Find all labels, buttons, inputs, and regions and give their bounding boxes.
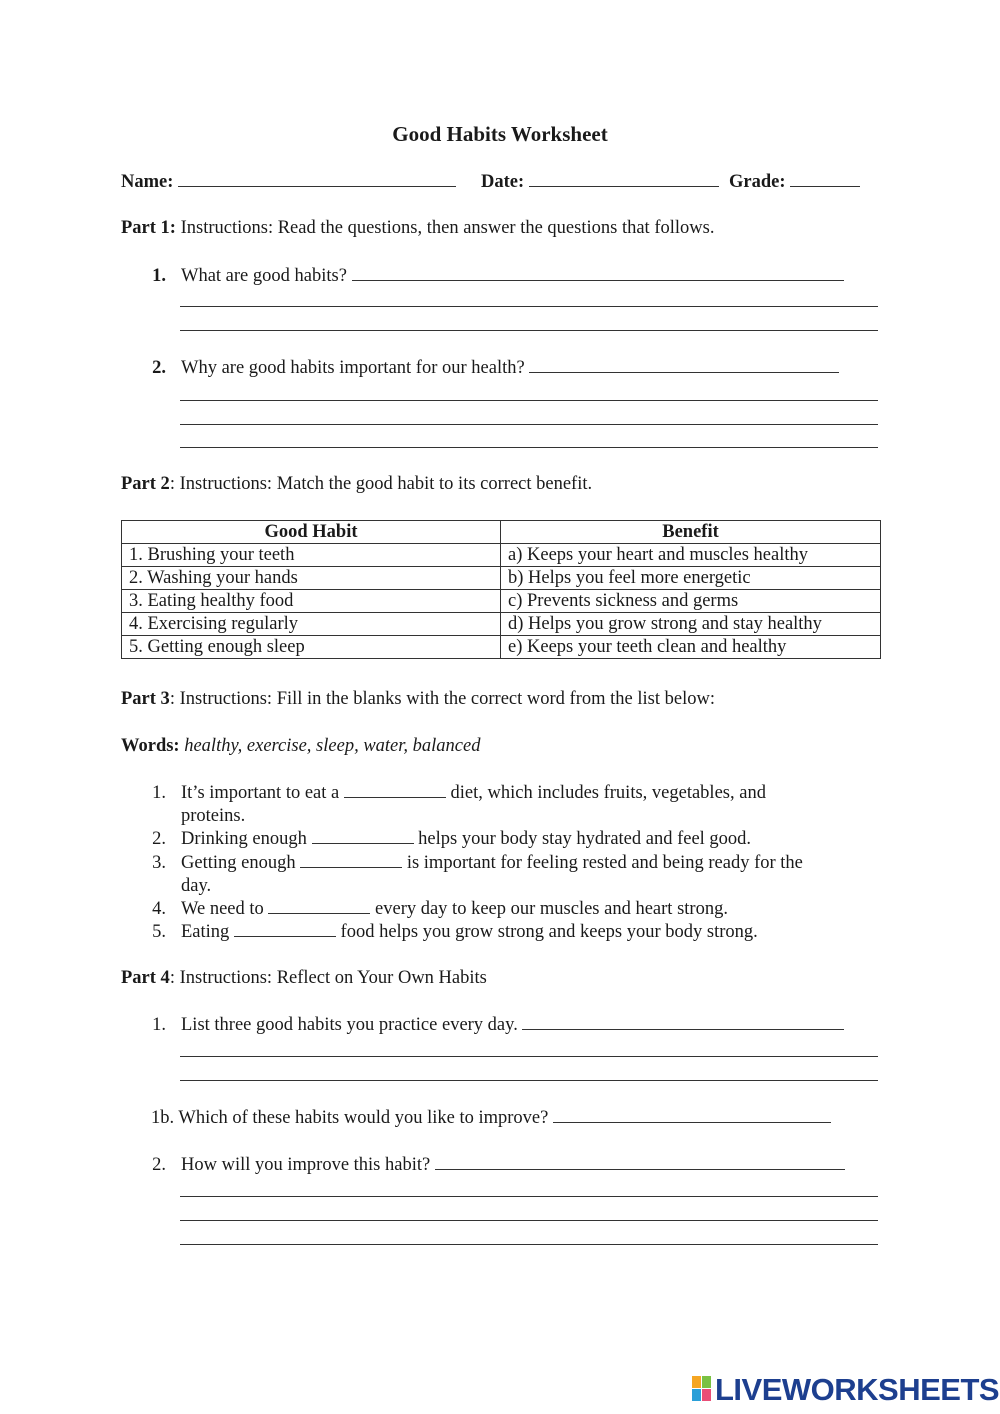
header-benefit: Benefit [501, 521, 881, 544]
benefit-cell: e) Keeps your teeth clean and healthy [501, 636, 881, 659]
part4-instructions: : Instructions: Reflect on Your Own Habits [169, 968, 487, 988]
habit-benefit-table [121, 520, 881, 659]
fill-blank[interactable] [312, 829, 414, 844]
fill-item-continuation: day. [181, 876, 212, 896]
habit-cell: 5. Getting enough sleep [122, 636, 501, 659]
grade-blank[interactable] [790, 172, 860, 187]
part2-instructions: : Instructions: Match the good habit to its correct benefit. [169, 474, 593, 494]
q2-answer-blank[interactable] [529, 358, 839, 373]
fill-item-number: 3. [152, 853, 166, 873]
reflect-q2-blank[interactable] [435, 1155, 845, 1170]
words-list: healthy, exercise, sleep, water, balanced [184, 736, 481, 756]
reflect-q2-row [181, 1155, 845, 1176]
reflect-q1-blank[interactable] [522, 1015, 844, 1030]
name-label: Name: [121, 172, 174, 192]
page-title: Good Habits Worksheet [392, 122, 608, 146]
reflect-q1b-row [151, 1108, 831, 1129]
logo-text: LIVEWORKSHEETS [715, 1372, 1000, 1407]
part2-label: Part 2 [121, 474, 170, 494]
part4-label: Part 4 [121, 968, 170, 988]
table-row [122, 544, 881, 567]
fill-item-number: 2. [152, 829, 166, 849]
fill-item [181, 922, 758, 943]
fill-item-before: Getting enough [181, 853, 296, 873]
reflect-q1-answer-line[interactable] [180, 1056, 878, 1057]
q2-text: Why are good habits important for our health? [181, 358, 525, 378]
q2-text-row [181, 358, 839, 379]
benefit-cell: a) Keeps your heart and muscles healthy [501, 544, 881, 567]
grade-label: Grade: [729, 172, 786, 192]
q2-answer-line[interactable] [180, 447, 878, 448]
habit-cell: 4. Exercising regularly [122, 613, 501, 636]
q1-number: 1. [152, 266, 166, 286]
reflect-q1b-text: 1b. Which of these habits would you like to improve? [151, 1108, 549, 1128]
word-bank [121, 736, 480, 757]
date-blank[interactable] [529, 172, 719, 187]
fill-item-after: food helps you grow strong and keeps your body strong. [340, 922, 758, 942]
liveworksheets-logo[interactable] [692, 1372, 999, 1408]
q1-text-row [181, 266, 844, 287]
fill-item-after: every day to keep our muscles and heart strong. [375, 899, 728, 919]
liveworksheets-logo-icon [692, 1376, 712, 1402]
fill-item-after: diet, which includes fruits, vegetables, and [450, 783, 766, 803]
logo-square-icon [692, 1376, 701, 1388]
logo-square-icon [702, 1389, 711, 1401]
fill-item-before: Drinking enough [181, 829, 307, 849]
habit-cell: 1. Brushing your teeth [122, 544, 501, 567]
part3-label: Part 3 [121, 689, 170, 709]
reflect-q1-answer-line[interactable] [180, 1080, 878, 1081]
reflect-q2-number: 2. [152, 1155, 166, 1175]
part4-heading [121, 968, 487, 989]
reflect-q1-number: 1. [152, 1015, 166, 1035]
fill-blank[interactable] [234, 922, 336, 937]
part3-instructions: : Instructions: Fill in the blanks with the correct word from the list below: [169, 689, 715, 709]
table-header-row [122, 521, 881, 544]
fill-item-before: We need to [181, 899, 264, 919]
fill-item [181, 853, 803, 874]
part1-heading [121, 218, 714, 239]
q2-answer-line[interactable] [180, 424, 878, 425]
table-row [122, 567, 881, 590]
date-label: Date: [481, 172, 525, 192]
grade-field[interactable] [729, 172, 860, 193]
fill-blank[interactable] [300, 853, 402, 868]
part2-heading [121, 474, 592, 495]
fill-item-continuation: proteins. [181, 806, 246, 826]
fill-item-before: Eating [181, 922, 230, 942]
fill-item-number: 4. [152, 899, 166, 919]
table-row [122, 613, 881, 636]
fill-item-after: helps your body stay hydrated and feel good. [418, 829, 752, 849]
part1-label: Part 1: [121, 218, 176, 238]
fill-item [181, 829, 751, 850]
benefit-cell: b) Helps you feel more energetic [501, 567, 881, 590]
logo-square-icon [692, 1389, 701, 1401]
reflect-q2-text: How will you improve this habit? [181, 1155, 431, 1175]
part1-instructions: Instructions: Read the questions, then answer the questions that follows. [180, 218, 715, 238]
name-field[interactable] [121, 172, 456, 193]
benefit-cell: c) Prevents sickness and germs [501, 590, 881, 613]
logo-square-icon [702, 1376, 711, 1388]
reflect-q1b-blank[interactable] [553, 1108, 831, 1123]
fill-item [181, 783, 766, 804]
q1-text: What are good habits? [181, 266, 347, 286]
q1-answer-blank[interactable] [352, 266, 844, 281]
fill-item-number: 1. [152, 783, 166, 803]
reflect-q1-text: List three good habits you practice every day. [181, 1015, 518, 1035]
fill-item [181, 899, 728, 920]
q2-number: 2. [152, 358, 166, 378]
q1-answer-line[interactable] [180, 330, 878, 331]
part3-heading [121, 689, 715, 710]
words-label: Words: [121, 736, 180, 756]
table-row [122, 590, 881, 613]
habit-cell: 2. Washing your hands [122, 567, 501, 590]
benefit-cell: d) Helps you grow strong and stay healthy [501, 613, 881, 636]
table-row [122, 636, 881, 659]
reflect-q1-row [181, 1015, 844, 1036]
date-field[interactable] [481, 172, 719, 193]
habit-cell: 3. Eating healthy food [122, 590, 501, 613]
q2-answer-line[interactable] [180, 400, 878, 401]
fill-item-number: 5. [152, 922, 166, 942]
reflect-q2-answer-line[interactable] [180, 1244, 878, 1245]
reflect-q2-answer-line[interactable] [180, 1220, 878, 1221]
fill-blank[interactable] [268, 899, 370, 914]
fill-blank[interactable] [344, 783, 446, 798]
fill-item-after: is important for feeling rested and being ready for the [406, 853, 803, 873]
name-blank[interactable] [178, 172, 456, 187]
q1-answer-line[interactable] [180, 306, 878, 307]
header-good-habit: Good Habit [122, 521, 501, 544]
fill-item-before: It’s important to eat a [181, 783, 340, 803]
reflect-q2-answer-line[interactable] [180, 1196, 878, 1197]
